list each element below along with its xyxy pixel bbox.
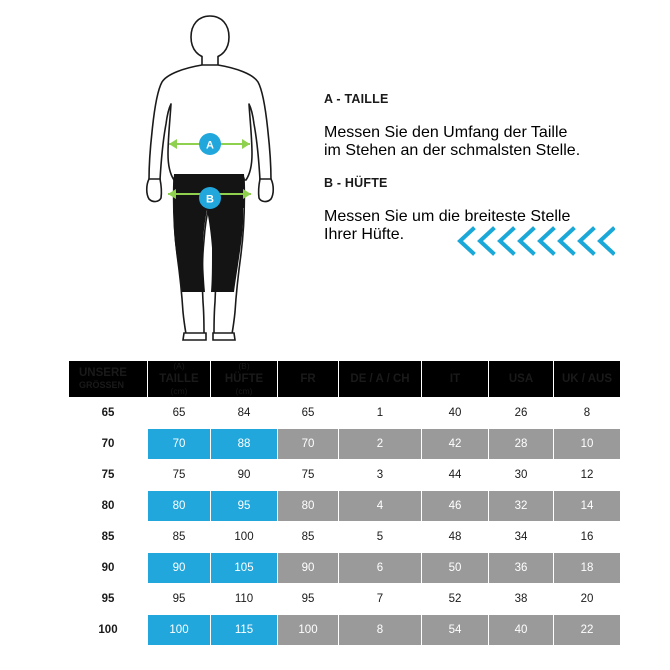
cell-taille: 65: [148, 397, 211, 428]
instruction-title-taille: A - TAILLE: [324, 92, 389, 106]
chevron-left-decoration-icon: [455, 224, 615, 258]
table-row: [69, 428, 621, 459]
cell-taille: 90: [148, 552, 211, 583]
instruction-block-taille: [324, 92, 624, 160]
column-header-de-a-ch: DE / A / CH: [339, 361, 422, 398]
cell-usa: 26: [489, 397, 554, 428]
header-unit: (cm): [235, 386, 253, 396]
cell-huefte: 95: [211, 490, 278, 521]
cell-it: 52: [422, 583, 489, 614]
table-row: [69, 459, 621, 490]
cell-usa: 30: [489, 459, 554, 490]
column-header-uk-aus: UK / AUS: [554, 361, 621, 398]
cell-it: 48: [422, 521, 489, 552]
svg-text:B: B: [206, 193, 214, 206]
cell-fr: 85: [278, 521, 339, 552]
table-row: [69, 397, 621, 428]
header-main: HÜFTE: [224, 372, 264, 385]
cell-uk: 10: [554, 428, 621, 459]
cell-usa: 34: [489, 521, 554, 552]
cell-size: 100: [69, 614, 148, 645]
table-header-row: [69, 361, 621, 398]
body-figure: [120, 8, 300, 348]
cell-uk: 12: [554, 459, 621, 490]
column-header-usa: USA: [489, 361, 554, 398]
cell-taille: 85: [148, 521, 211, 552]
cell-fr: 80: [278, 490, 339, 521]
table-body: [69, 397, 621, 645]
column-header-it: IT: [422, 361, 489, 398]
cell-de: 6: [339, 552, 422, 583]
table-row: [69, 521, 621, 552]
cell-uk: 20: [554, 583, 621, 614]
cell-it: 44: [422, 459, 489, 490]
cell-taille: 95: [148, 583, 211, 614]
cell-fr: 95: [278, 583, 339, 614]
instruction-line: im Stehen an der schmalsten Stelle.: [324, 142, 581, 159]
cell-size: 80: [69, 490, 148, 521]
cell-fr: 70: [278, 428, 339, 459]
column-header-huefte: [211, 361, 278, 398]
table-row: [69, 583, 621, 614]
header-paren: (B): [238, 361, 250, 371]
cell-taille: 75: [148, 459, 211, 490]
instruction-line: Ihrer Hüfte.: [324, 226, 405, 243]
cell-usa: 40: [489, 614, 554, 645]
header-main: TAILLE: [159, 372, 199, 385]
cell-de: 4: [339, 490, 422, 521]
header-paren: (A): [173, 361, 185, 371]
cell-de: 1: [339, 397, 422, 428]
cell-uk: 8: [554, 397, 621, 428]
cell-uk: 16: [554, 521, 621, 552]
size-table: [68, 360, 621, 646]
cell-size: 70: [69, 428, 148, 459]
column-header-our-sizes: [69, 361, 148, 398]
cell-de: 2: [339, 428, 422, 459]
cell-size: 75: [69, 459, 148, 490]
instruction-line: Messen Sie um die breiteste Stelle: [324, 208, 571, 225]
cell-it: 40: [422, 397, 489, 428]
cell-fr: 75: [278, 459, 339, 490]
column-header-taille: [148, 361, 211, 398]
cell-it: 54: [422, 614, 489, 645]
cell-taille: 80: [148, 490, 211, 521]
cell-taille: 100: [148, 614, 211, 645]
cell-de: 7: [339, 583, 422, 614]
cell-size: 90: [69, 552, 148, 583]
cell-uk: 22: [554, 614, 621, 645]
column-header-fr: FR: [278, 361, 339, 398]
header-unit: (cm): [170, 386, 188, 396]
cell-it: 50: [422, 552, 489, 583]
cell-it: 42: [422, 428, 489, 459]
table-row: [69, 552, 621, 583]
cell-huefte: 88: [211, 428, 278, 459]
cell-huefte: 105: [211, 552, 278, 583]
cell-huefte: 84: [211, 397, 278, 428]
header-line-2: GRÖSSEN: [79, 380, 125, 391]
cell-fr: 100: [278, 614, 339, 645]
table-row: [69, 490, 621, 521]
cell-it: 46: [422, 490, 489, 521]
cell-fr: 90: [278, 552, 339, 583]
cell-huefte: 115: [211, 614, 278, 645]
size-table-container: [68, 360, 613, 646]
cell-huefte: 100: [211, 521, 278, 552]
cell-uk: 14: [554, 490, 621, 521]
cell-taille: 70: [148, 428, 211, 459]
cell-uk: 18: [554, 552, 621, 583]
cell-usa: 38: [489, 583, 554, 614]
cell-de: 5: [339, 521, 422, 552]
table-row: [69, 614, 621, 645]
cell-usa: 28: [489, 428, 554, 459]
cell-size: 85: [69, 521, 148, 552]
cell-de: 3: [339, 459, 422, 490]
cell-huefte: 110: [211, 583, 278, 614]
instruction-line: Messen Sie den Umfang der Taille: [324, 124, 568, 141]
cell-fr: 65: [278, 397, 339, 428]
cell-usa: 32: [489, 490, 554, 521]
cell-de: 8: [339, 614, 422, 645]
cell-size: 95: [69, 583, 148, 614]
table-header: [69, 361, 621, 398]
cell-usa: 36: [489, 552, 554, 583]
header-line-1: UNSERE: [79, 367, 127, 379]
svg-text:A: A: [206, 139, 214, 152]
instruction-title-huefte: B - HÜFTE: [324, 176, 388, 190]
cell-size: 65: [69, 397, 148, 428]
cell-huefte: 90: [211, 459, 278, 490]
